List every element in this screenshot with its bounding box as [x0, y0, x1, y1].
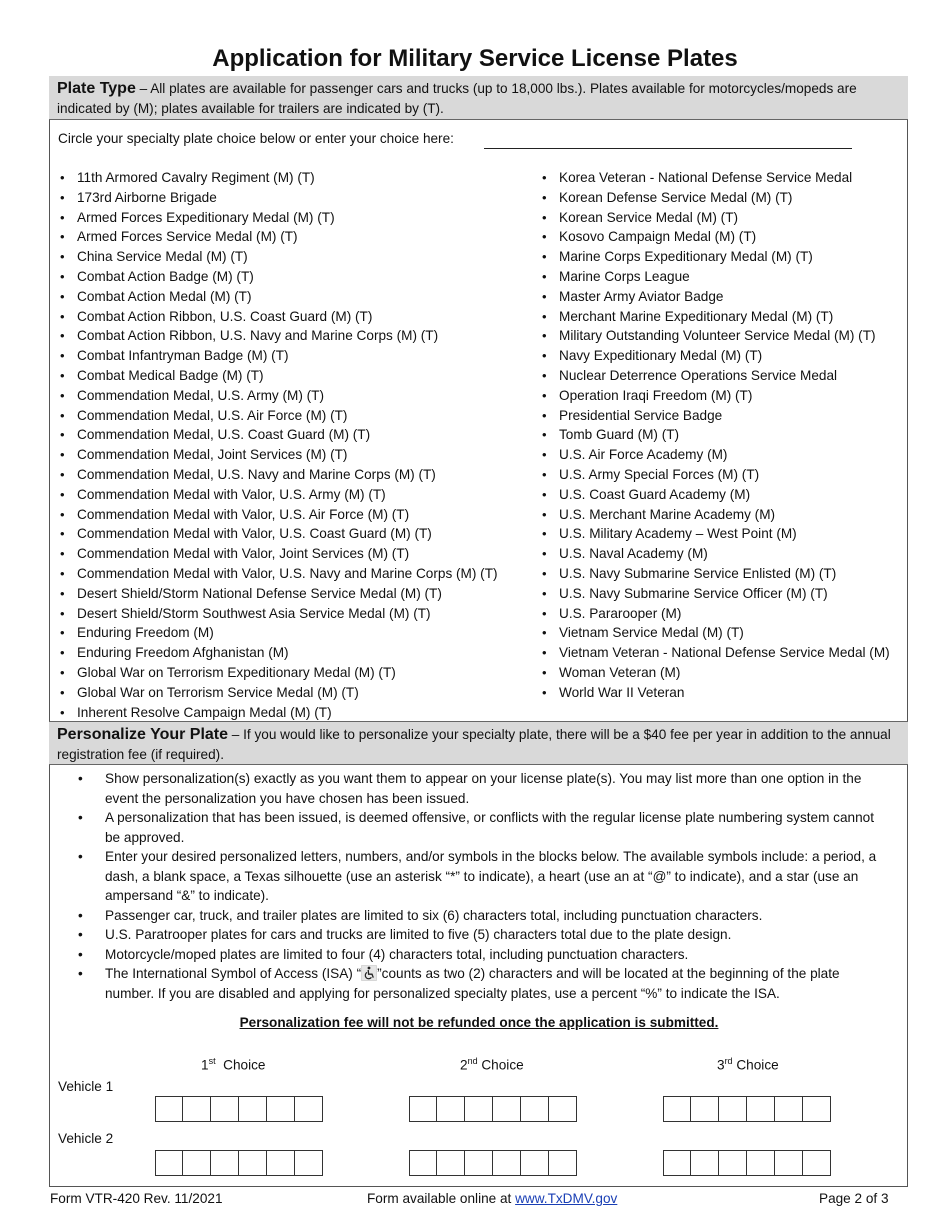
plate-option[interactable]: • Desert Shield/Storm National Defense Service Medal (M) (T) [58, 584, 498, 604]
character-box[interactable] [521, 1150, 549, 1176]
plate-option[interactable]: • Commendation Medal, U.S. Navy and Marine Corps (M) (T) [58, 465, 498, 485]
plate-option[interactable]: • Commendation Medal with Valor, Joint Services (M) (T) [58, 544, 498, 564]
plate-option[interactable]: • Vietnam Service Medal (M) (T) [540, 623, 890, 643]
plate-option[interactable]: • Nuclear Deterrence Operations Service Medal [540, 366, 890, 386]
vehicle-1-choice-3-boxes [663, 1096, 831, 1122]
plate-list-left [58, 168, 498, 722]
personalize-header [49, 721, 908, 765]
character-box[interactable] [521, 1096, 549, 1122]
refund-notice: Personalization fee will not be refunded once the application is submitted. [239, 1015, 719, 1030]
page-title: Application for Military Service License Plates [212, 45, 738, 72]
character-box[interactable] [211, 1096, 239, 1122]
character-box[interactable] [409, 1096, 437, 1122]
plate-option[interactable]: • Combat Action Medal (M) (T) [58, 287, 498, 307]
character-box[interactable] [719, 1150, 747, 1176]
rule-item: • Enter your desired personalized letters, numbers, and/or symbols in the blocks below. The available symbols include: a period, a dash, a blank space, a Texas silhouette (use an asterisk “*” to indicate), a heart (use an at “@” to indicate), and a star (use an ampersand “&” to indicate). [76, 847, 886, 906]
character-box[interactable] [155, 1096, 183, 1122]
plate-option[interactable]: • Commendation Medal with Valor, U.S. Army (M) (T) [58, 485, 498, 505]
plate-option[interactable]: • Marine Corps League [540, 267, 890, 287]
plate-option[interactable]: • Desert Shield/Storm Southwest Asia Service Medal (M) (T) [58, 604, 498, 624]
txdmv-link[interactable]: www.TxDMV.gov [515, 1191, 618, 1206]
plate-option[interactable]: • Combat Action Ribbon, U.S. Coast Guard (M) (T) [58, 307, 498, 327]
plate-type-description: – All plates are available for passenger cars and trucks (up to 18,000 lbs.). Plates available for motorcycles/mopeds are indicated by (M); plates available for trailers are indicated by (T). [57, 81, 857, 116]
rule-item: • Motorcycle/moped plates are limited to four (4) characters total, including punctuation characters. [76, 945, 886, 965]
character-box[interactable] [691, 1150, 719, 1176]
personalize-description: – If you would like to personalize your specialty plate, there will be a $40 fee per year in addition to the annual registration fee (if required). [57, 727, 891, 762]
character-box[interactable] [183, 1096, 211, 1122]
plate-option[interactable]: • China Service Medal (M) (T) [58, 247, 498, 267]
character-box[interactable] [183, 1150, 211, 1176]
plate-option[interactable]: • U.S. Air Force Academy (M) [540, 445, 890, 465]
plate-option[interactable]: • Commendation Medal with Valor, U.S. Air Force (M) (T) [58, 505, 498, 525]
plate-choice-field[interactable] [484, 148, 852, 149]
plate-option[interactable]: • U.S. Navy Submarine Service Enlisted (M) (T) [540, 564, 890, 584]
character-box[interactable] [663, 1096, 691, 1122]
choice-3-heading: 3rd Choice [717, 1056, 779, 1073]
plate-option[interactable]: • Presidential Service Badge [540, 406, 890, 426]
plate-option[interactable]: • Operation Iraqi Freedom (M) (T) [540, 386, 890, 406]
plate-option[interactable]: • Commendation Medal, U.S. Coast Guard (M) (T) [58, 425, 498, 445]
plate-option[interactable]: • Combat Infantryman Badge (M) (T) [58, 346, 498, 366]
plate-option[interactable]: • 11th Armored Cavalry Regiment (M) (T) [58, 168, 498, 188]
plate-option[interactable]: • Global War on Terrorism Service Medal (M) (T) [58, 683, 498, 703]
character-box[interactable] [465, 1150, 493, 1176]
character-box[interactable] [493, 1096, 521, 1122]
plate-option[interactable]: • Master Army Aviator Badge [540, 287, 890, 307]
character-box[interactable] [437, 1096, 465, 1122]
plate-option[interactable]: • Military Outstanding Volunteer Service Medal (M) (T) [540, 326, 890, 346]
character-box[interactable] [747, 1096, 775, 1122]
rule-item: • Show personalization(s) exactly as you want them to appear on your license plate(s). You may list more than one option in the event the personalization you have chosen has been issued. [76, 769, 886, 808]
choice-2-heading: 2nd Choice [460, 1056, 524, 1073]
character-box[interactable] [663, 1150, 691, 1176]
plate-option[interactable]: • Marine Corps Expeditionary Medal (M) (T) [540, 247, 890, 267]
plate-option[interactable]: • Kosovo Campaign Medal (M) (T) [540, 227, 890, 247]
plate-option[interactable]: • U.S. Coast Guard Academy (M) [540, 485, 890, 505]
plate-option[interactable]: • U.S. Navy Submarine Service Officer (M) (T) [540, 584, 890, 604]
plate-option[interactable]: • Combat Action Badge (M) (T) [58, 267, 498, 287]
character-box[interactable] [155, 1150, 183, 1176]
plate-option[interactable]: • 173rd Airborne Brigade [58, 188, 498, 208]
plate-option[interactable]: • U.S. Army Special Forces (M) (T) [540, 465, 890, 485]
character-box[interactable] [803, 1150, 831, 1176]
plate-option[interactable]: • Enduring Freedom Afghanistan (M) [58, 643, 498, 663]
character-box[interactable] [409, 1150, 437, 1176]
personalize-heading: Personalize Your Plate [57, 726, 229, 743]
plate-option[interactable]: • Armed Forces Expeditionary Medal (M) (T) [58, 208, 498, 228]
vehicle-1-choice-1-boxes [155, 1096, 323, 1122]
plate-option[interactable]: • Global War on Terrorism Expeditionary Medal (M) (T) [58, 663, 498, 683]
plate-option[interactable]: • Commendation Medal, U.S. Air Force (M) (T) [58, 406, 498, 426]
vehicle-2-label: Vehicle 2 [58, 1131, 114, 1146]
plate-option[interactable]: • Korea Veteran - National Defense Service Medal [540, 168, 890, 188]
plate-option[interactable]: • Combat Medical Badge (M) (T) [58, 366, 498, 386]
character-box[interactable] [267, 1150, 295, 1176]
plate-option[interactable]: • World War II Veteran [540, 683, 890, 703]
personalize-rules [76, 769, 886, 1003]
character-box[interactable] [549, 1150, 577, 1176]
plate-option[interactable]: • Inherent Resolve Campaign Medal (M) (T) [58, 703, 498, 723]
isa-rule-after: ”counts as two (2) characters and will be located at the beginning of the plate number. If you are disabled and applying for personalized specialty plates, use a percent “%” to indicate the ISA. [105, 966, 840, 1001]
character-box[interactable] [803, 1096, 831, 1122]
vehicle-2-choice-3-boxes [663, 1150, 831, 1176]
character-box[interactable] [239, 1150, 267, 1176]
online-note: Form available online at www.TxDMV.gov [367, 1191, 618, 1206]
plate-type-heading: Plate Type [57, 80, 136, 97]
character-box[interactable] [493, 1150, 521, 1176]
character-box[interactable] [775, 1150, 803, 1176]
character-box[interactable] [267, 1096, 295, 1122]
vehicle-1-choice-2-boxes [409, 1096, 577, 1122]
vehicle-2-choice-2-boxes [409, 1150, 577, 1176]
plate-option[interactable]: • U.S. Merchant Marine Academy (M) [540, 505, 890, 525]
rule-item: • Passenger car, truck, and trailer plates are limited to six (6) characters total, including punctuation characters. [76, 906, 886, 926]
character-box[interactable] [211, 1150, 239, 1176]
choice-1-heading: 1st Choice [201, 1056, 266, 1073]
plate-option[interactable]: • Commendation Medal with Valor, U.S. Navy and Marine Corps (M) (T) [58, 564, 498, 584]
form-id: Form VTR-420 Rev. 11/2021 [50, 1191, 223, 1206]
plate-option[interactable]: • Commendation Medal, U.S. Army (M) (T) [58, 386, 498, 406]
plate-option[interactable]: • Korean Service Medal (M) (T) [540, 208, 890, 228]
plate-option[interactable]: • U.S. Naval Academy (M) [540, 544, 890, 564]
plate-option[interactable]: • Tomb Guard (M) (T) [540, 425, 890, 445]
accessibility-icon [361, 965, 377, 981]
character-box[interactable] [549, 1096, 577, 1122]
character-box[interactable] [747, 1150, 775, 1176]
character-box[interactable] [775, 1096, 803, 1122]
isa-rule-before: The International Symbol of Access (ISA) “ [105, 966, 362, 981]
plate-option[interactable]: • Merchant Marine Expeditionary Medal (M) (T) [540, 307, 890, 327]
plate-option[interactable]: • Navy Expeditionary Medal (M) (T) [540, 346, 890, 366]
character-box[interactable] [691, 1096, 719, 1122]
plate-option[interactable]: • U.S. Military Academy – West Point (M) [540, 524, 890, 544]
plate-option[interactable]: • Vietnam Veteran - National Defense Service Medal (M) [540, 643, 890, 663]
rule-item: • A personalization that has been issued, is deemed offensive, or conflicts with the regular license plate numbering system cannot be approved. [76, 808, 886, 847]
plate-option[interactable]: • Armed Forces Service Medal (M) (T) [58, 227, 498, 247]
plate-option[interactable]: • Woman Veteran (M) [540, 663, 890, 683]
rule-item: • U.S. Paratrooper plates for cars and trucks are limited to five (5) characters total due to the plate design. [76, 925, 886, 945]
character-box[interactable] [295, 1150, 323, 1176]
character-box[interactable] [437, 1150, 465, 1176]
character-box[interactable] [295, 1096, 323, 1122]
plate-option[interactable]: • Commendation Medal, Joint Services (M) (T) [58, 445, 498, 465]
page-number: Page 2 of 3 [819, 1191, 889, 1206]
plate-option[interactable]: • U.S. Pararooper (M) [540, 604, 890, 624]
vehicle-2-choice-1-boxes [155, 1150, 323, 1176]
vehicle-1-label: Vehicle 1 [58, 1079, 114, 1094]
plate-option[interactable]: • Enduring Freedom (M) [58, 623, 498, 643]
plate-option[interactable]: • Combat Action Ribbon, U.S. Navy and Marine Corps (M) (T) [58, 326, 498, 346]
character-box[interactable] [719, 1096, 747, 1122]
rule-item-isa [76, 964, 886, 1003]
plate-type-header [49, 76, 908, 120]
character-box[interactable] [239, 1096, 267, 1122]
character-box[interactable] [465, 1096, 493, 1122]
plate-option[interactable]: • Korean Defense Service Medal (M) (T) [540, 188, 890, 208]
plate-list-right [540, 168, 890, 703]
choice-prompt: Circle your specialty plate choice below or enter your choice here: [58, 131, 454, 146]
plate-option[interactable]: • Commendation Medal with Valor, U.S. Coast Guard (M) (T) [58, 524, 498, 544]
